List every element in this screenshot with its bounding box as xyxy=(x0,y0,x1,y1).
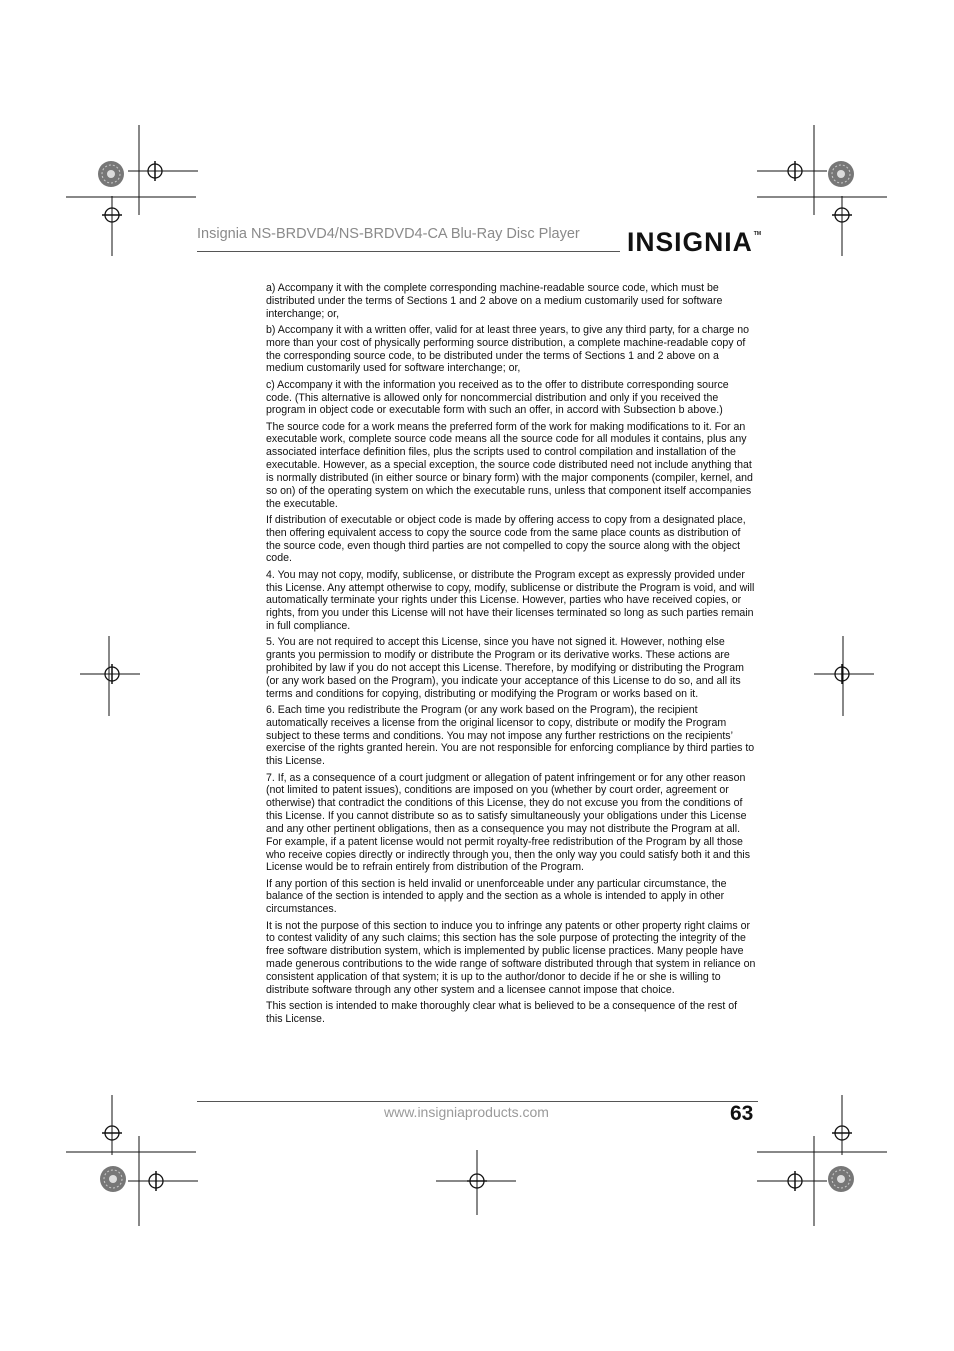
registration-mark-icon xyxy=(96,1162,130,1196)
paragraph: The source code for a work means the preferred form of the work for making modifications to it. For an executable work, complete source code means all the source code for all modules it contains, plus any associated interface definition files, plus the scripts used to control compilation and installation of the executable. However, as a special exception, the source code distributed need not include anything that is normally distributed (in either source or binary form) with the major components (compiler, kernel, and so on) of the operating system on which the executable runs, unless that component itself accompanies the executable. xyxy=(266,420,753,510)
paragraph: a) Accompany it with the complete corresponding machine-readable source code, which must be distributed under the terms of Sections 1 and 2 above on a medium customarily used for software interchange; or, xyxy=(266,282,723,320)
crosshair-mark-icon xyxy=(66,196,196,256)
trademark-symbol: TM xyxy=(753,231,761,237)
registration-mark-icon xyxy=(94,157,128,191)
page-number: 63 xyxy=(730,1102,754,1125)
crosshair-mark-icon xyxy=(757,1136,827,1226)
header-divider xyxy=(197,251,620,252)
license-text xyxy=(266,282,756,1029)
crosshair-mark-icon xyxy=(436,1150,516,1215)
paragraph: If any portion of this section is held invalid or unenforceable under any particular circumstance, the balance of the section is intended to apply and the section as a whole is intended to apply in other circumstances. xyxy=(266,877,727,916)
registration-mark-icon xyxy=(824,1162,858,1196)
crosshair-mark-icon xyxy=(128,1136,198,1226)
registration-mark-icon xyxy=(824,157,858,191)
website-url: www.insigniaproducts.com xyxy=(384,1104,549,1120)
footer-divider xyxy=(197,1101,758,1102)
crosshair-mark-icon xyxy=(757,196,887,256)
paragraph: 7. If, as a consequence of a court judgment or allegation of patent infringement or for any other reason (not limited to patent issues), conditions are imposed on you (whether by court order, agreement or otherwise) that contradict the conditions of this License, they do not excuse you from the conditions of this License. If you cannot distribute so as to satisfy simultaneously your obligations under this License and any other pertinent obligations, then as a consequence you may not distribute the Program at all. For example, if a patent license would not permit royalty-free redistribution of the Program by all those who receive copies directly or indirectly through you, then the only way you could satisfy both it and this License would be to refrain entirely from distribution of the Program. xyxy=(266,771,751,874)
paragraph: This section is intended to make thoroughly clear what is believed to be a consequence of the rest of this License. xyxy=(266,1000,738,1025)
paragraph: 5. You are not required to accept this License, since you have not signed it. However, nothing else grants you permission to modify or distribute the Program or its derivative works. These actions are prohibited by law if you do not accept this License. Therefore, by modifying or distributing the Program (or any work based on the Program), you indicate your acceptance of this License to do so, and all its terms and conditions for copying, distributing or modifying the Program or works based on it. xyxy=(266,636,744,700)
paragraph: b) Accompany it with a written offer, valid for at least three years, to give any third party, for a charge no more than your cost of physically performing source distribution, a complete machine-readable copy of the corresponding source code, to be distributed under the terms of Sections 1 and 2 above on a medium customarily used for software interchange; or, xyxy=(266,323,750,375)
document-title: Insignia NS-BRDVD4/NS-BRDVD4-CA Blu-Ray Disc Player xyxy=(197,226,580,242)
paragraph: 4. You may not copy, modify, sublicense, or distribute the Program except as expressly provided under this License. Any attempt otherwise to copy, modify, sublicense or distribute the Program is void, and will automatically terminate your rights under this License. However, parties who have received copies, or rights, from you under this License will not have their licenses terminated so long as such parties remain in full compliance. xyxy=(266,568,755,633)
insignia-logo xyxy=(627,222,761,262)
paragraph: c) Accompany it with the information you received as to the offer to distribute corresponding source code. (This alternative is allowed only for noncommercial distribution and only if you received the program in object code or executable form with such an offer, in accord with Subsection b above.) xyxy=(266,378,729,417)
crosshair-mark-icon xyxy=(80,636,140,716)
crosshair-mark-icon xyxy=(814,636,874,716)
paragraph: It is not the purpose of this section to induce you to infringe any patents or other property right claims or to contest validity of any such claims; this section has the sole purpose of protecting the integrity of the free software distribution system, which is implemented by public license practices. Many people have made generous contributions to the wide range of software distributed through that system in reliance on consistent application of that system; it is up to the author/donor to decide if he or she is willing to distribute software through any other system and a licensee cannot impose that choice. xyxy=(266,919,756,996)
paragraph: If distribution of executable or object code is made by offering access to copy from a designated place, then offering equivalent access to copy the source code from the same place counts as distribution of the source code, even though third parties are not compelled to copy the source along with the object code. xyxy=(266,513,746,565)
paragraph: 6. Each time you redistribute the Program (or any work based on the Program), the recipient automatically receives a license from the original licensor to copy, distribute or modify the Program subject to these terms and conditions. You may not impose any further restrictions on the recipients’ exercise of the rights granted herein. You are not responsible for enforcing compliance by third parties to this License. xyxy=(266,703,755,768)
brand-wordmark: INSIGNIA xyxy=(627,227,753,257)
